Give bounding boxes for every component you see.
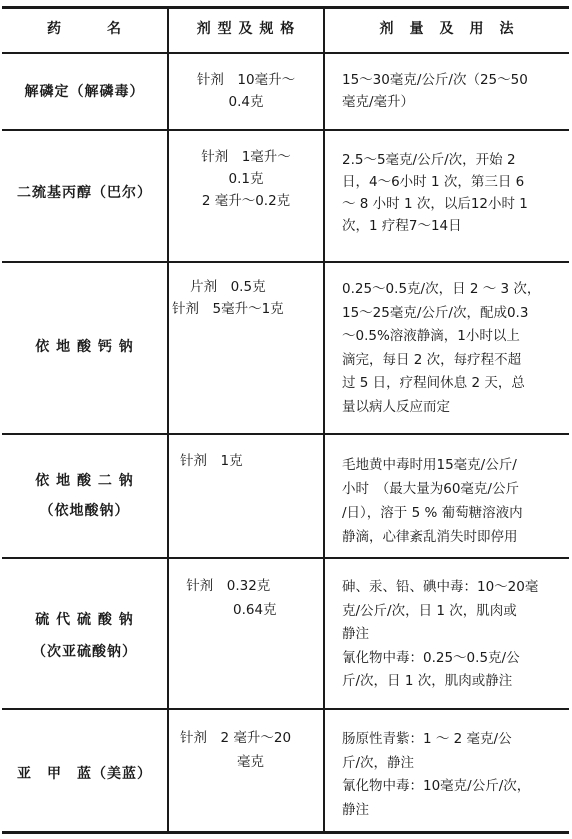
row-rule xyxy=(2,433,569,435)
drug-usage: 2.5～5毫克/公斤/次，开始 2 日，4～6小时 1 次，第三日 6 ～ 8 小时 1 次，以后12小时 1 次，1 疗程7～14日 xyxy=(342,152,528,234)
drug-usage: 0.25～0.5克/次，日 2 ～ 3 次， 15～25毫克/公斤/次，配成0.3 ～0.5%溶液静滴，1小时以上 滴完，每日 2 次，每疗程不超 过 5 日，疗程间休息 2 天，总 量以病人反应而定 xyxy=(342,281,541,415)
drug-spec: 针剂 1毫升～ 0.1克 2 毫升～0.2克 xyxy=(201,149,291,209)
header-dose-usage: 剂 量 及 用 法 xyxy=(379,21,515,37)
row-rule xyxy=(2,129,569,131)
table-bottom-rule xyxy=(2,831,569,834)
drug-spec: 针剂 2 毫升～20 毫克 xyxy=(180,730,292,770)
row-rule xyxy=(2,261,569,263)
column-divider xyxy=(167,6,169,834)
header-drug-name: 药 名 xyxy=(47,21,122,37)
header-rule xyxy=(2,52,569,54)
drug-usage: 毛地黄中毒时用15毫克/公斤/ 小时 （最大量为60毫克/公斤 /日），溶于 5 % 葡萄糖溶液内 静滴，心律紊乱消失时即停用 xyxy=(342,457,523,545)
drug-name: 二巯基丙醇（巴尔） xyxy=(17,185,152,201)
drug-usage: 砷、汞、铅、碘中毒：10～20毫 克/公斤/次，日 1 次，肌肉或 静注 氰化物中毒：0.25～0.5克/公 斤/次，日 1 次，肌肉或静注 xyxy=(342,579,539,689)
drug-name: 依 地 酸 钙 钠 xyxy=(35,339,134,355)
header-form-spec: 剂 型 及 规 格 xyxy=(196,21,296,37)
drug-table xyxy=(2,6,569,834)
drug-spec: 针剂 0.32克 0.64克 xyxy=(186,578,277,618)
drug-usage: 15～30毫克/公斤/次（25～50 毫克/毫升） xyxy=(342,72,528,110)
table-top-rule xyxy=(2,6,569,9)
column-divider xyxy=(323,6,325,834)
drug-name: 硫 代 硫 酸 钠 （次亚硫酸钠） xyxy=(32,612,137,660)
drug-spec: 针剂 1克 xyxy=(180,453,243,469)
row-rule xyxy=(2,557,569,559)
drug-name: 解磷定（解磷毒） xyxy=(24,84,145,100)
drug-spec: 片剂 0.5克 针剂 5毫升～1克 xyxy=(172,279,284,317)
drug-name: 依 地 酸 二 钠 （依地酸钠） xyxy=(35,473,134,519)
drug-spec: 针剂 10毫升～ 0.4克 xyxy=(196,72,296,110)
row-rule xyxy=(2,708,569,710)
drug-name: 亚 甲 蓝（美蓝） xyxy=(17,766,152,782)
drug-usage: 肠原性青紫：1 ～ 2 毫克/公 斤/次，静注 氰化物中毒：10毫克/公斤/次， 静注 xyxy=(342,731,531,818)
